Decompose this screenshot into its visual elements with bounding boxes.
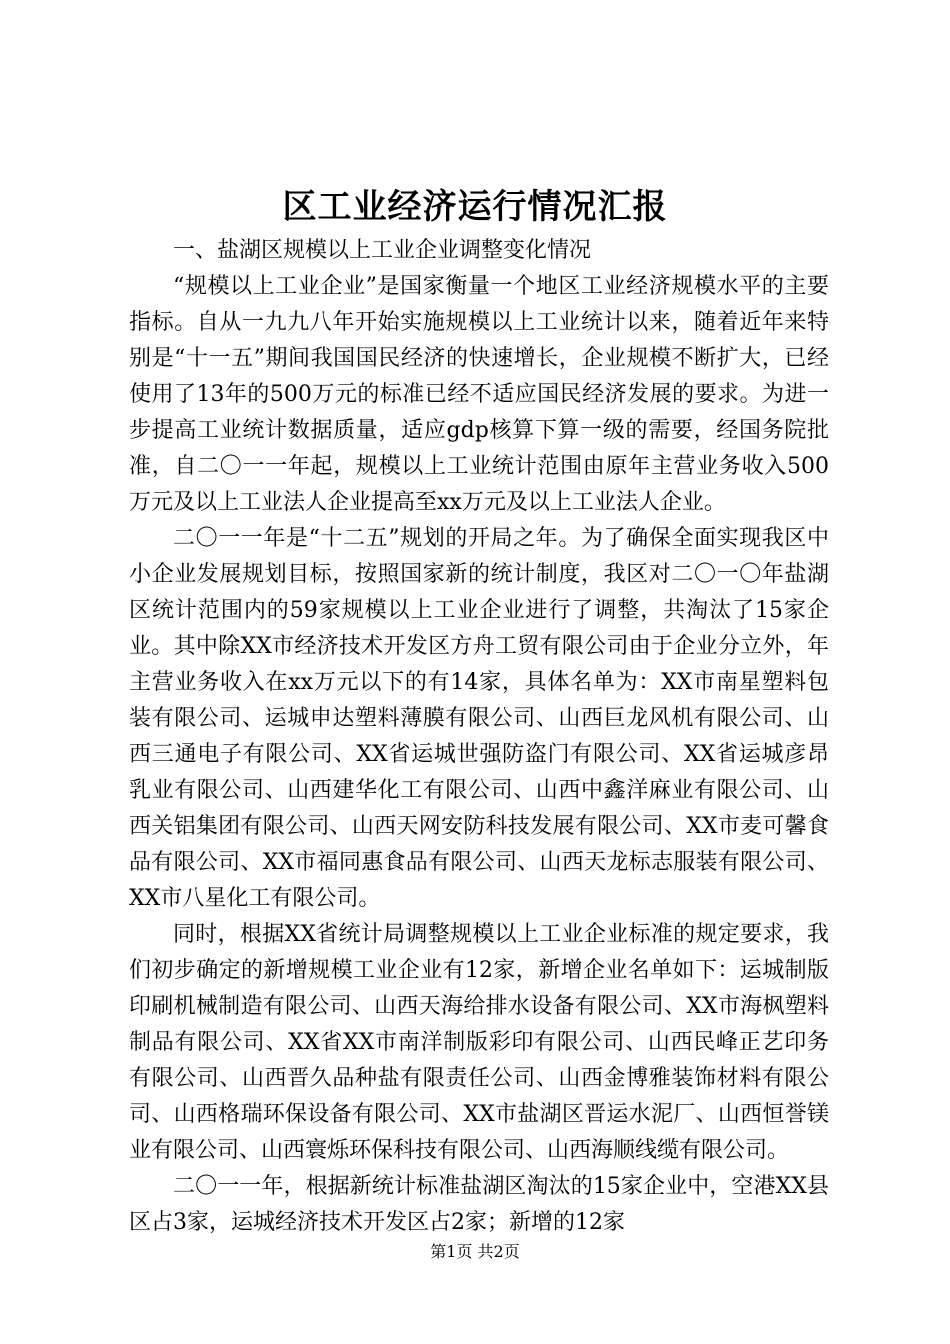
document-body xyxy=(129,233,829,1241)
page-number-footer: 第1页 共2页 xyxy=(430,1242,520,1261)
paragraph: “规模以上工业企业”是国家衡量一个地区工业经济规模水平的主要指标。自从一九九八年开始实施规模以上工业统计以来，随着近年来特别是“十一五”期间我国国民经济的快速增长，企业规模不断扩大，已经使用了13年的500万元的标准已经不适应国民经济发展的要求。为进一步提高工业统计数据质量，适应gdp核算下算一级的需要，经国务院批准，自二〇一一年起，规模以上工业统计范围由原年主营业务收入500万元及以上工业法人企业提高至xx万元及以上工业法人企业。 xyxy=(129,274,829,515)
document-title: 区工业经济运行情况汇报 xyxy=(282,187,668,227)
paragraph: 二〇一一年，根据新统计标准盐湖区淘汰的15家企业中，空港XX县区占3家，运城经济技术开发区占2家；新增的12家 xyxy=(129,1174,829,1235)
paragraph: 同时，根据XX省统计局调整规模以上工业企业标准的规定要求，我们初步确定的新增规模工业企业有12家，新增企业名单如下：运城制版印刷机械制造有限公司、山西天海给排水设备有限公司、XX市海枫塑料制品有限公司、XX省XX市南洋制版彩印有限公司、山西民峰正艺印务有限公司、山西晋久品种盐有限责任公司、山西金博雅装饰材料有限公司、山西格瑞环保设备有限公司、XX市盐湖区晋运水泥厂、山西恒誉镁业有限公司、山西寰烁环保科技有限公司、山西海顺线缆有限公司。 xyxy=(129,922,829,1163)
section-heading: 一、盐湖区规模以上工业企业调整变化情况 xyxy=(173,238,592,263)
paragraph: 二〇一一年是“十二五”规划的开局之年。为了确保全面实现我区中小企业发展规划目标，按照国家新的统计制度，我区对二〇一〇年盐湖区统计范围内的59家规模以上工业企业进行了调整，共淘汰了15家企业。其中除XX市经济技术开发区方舟工贸有限公司由于企业分立外，年主营业务收入在xx万元以下的有14家，具体名单为：XX市南星塑料包装有限公司、运城申达塑料薄膜有限公司、山西巨龙风机有限公司、山西三通电子有限公司、XX省运城世强防盗门有限公司、XX省运城彦昂乳业有限公司、山西建华化工有限公司、山西中鑫洋麻业有限公司、山西关铝集团有限公司、山西天网安防科技发展有限公司、XX市麦可馨食品有限公司、XX市福同惠食品有限公司、山西天龙标志服装有限公司、XX市八星化工有限公司。 xyxy=(129,526,829,911)
